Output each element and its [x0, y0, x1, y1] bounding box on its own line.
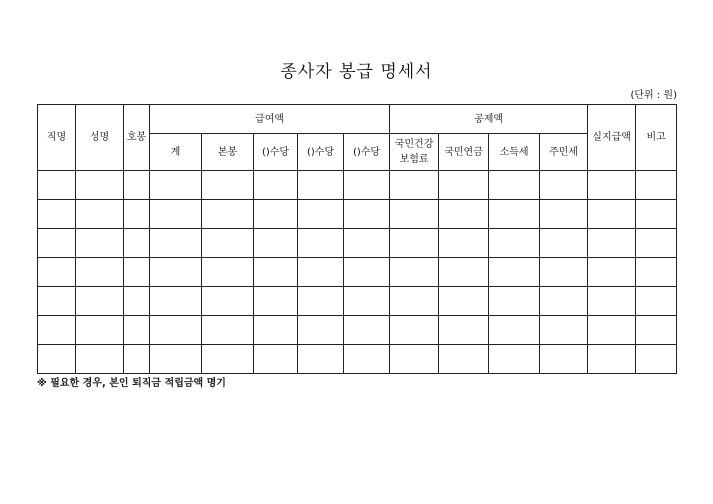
header-allowance-3: ()수당 [344, 134, 390, 171]
footnote: ※ 필요한 경우, 본인 퇴직금 적립금액 명기 [37, 378, 226, 389]
table-cell[interactable] [489, 345, 540, 374]
table-cell[interactable] [124, 287, 150, 316]
header-pay-group: 급여액 [150, 105, 390, 134]
table-cell[interactable] [202, 229, 254, 258]
table-cell[interactable] [540, 345, 588, 374]
table-cell[interactable] [254, 229, 298, 258]
table-cell[interactable] [38, 258, 76, 287]
table-cell[interactable] [390, 200, 439, 229]
table-cell[interactable] [124, 345, 150, 374]
table-cell[interactable] [489, 287, 540, 316]
table-cell[interactable] [202, 287, 254, 316]
table-cell[interactable] [636, 316, 677, 345]
table-cell[interactable] [298, 316, 344, 345]
table-cell[interactable] [38, 287, 76, 316]
table-cell[interactable] [344, 258, 390, 287]
table-cell[interactable] [439, 258, 489, 287]
table-cell[interactable] [439, 345, 489, 374]
table-cell[interactable] [254, 316, 298, 345]
table-cell[interactable] [588, 229, 636, 258]
table-cell[interactable] [298, 287, 344, 316]
header-net-pay: 실지급액 [588, 105, 636, 171]
table-cell[interactable] [202, 200, 254, 229]
table-row [38, 287, 677, 316]
table-cell[interactable] [439, 200, 489, 229]
table-cell[interactable] [298, 345, 344, 374]
table-cell[interactable] [38, 200, 76, 229]
table-cell[interactable] [636, 200, 677, 229]
table-cell[interactable] [150, 316, 202, 345]
table-cell[interactable] [540, 258, 588, 287]
table-cell[interactable] [489, 171, 540, 200]
table-cell[interactable] [636, 229, 677, 258]
table-body [38, 171, 677, 374]
table-cell[interactable] [298, 200, 344, 229]
header-income-tax: 소득세 [489, 134, 540, 171]
table-cell[interactable] [588, 345, 636, 374]
table-cell[interactable] [588, 316, 636, 345]
salary-table [37, 104, 677, 374]
table-cell[interactable] [76, 200, 124, 229]
table-cell[interactable] [390, 258, 439, 287]
table-cell[interactable] [298, 229, 344, 258]
table-cell[interactable] [636, 345, 677, 374]
table-cell[interactable] [150, 345, 202, 374]
table-cell[interactable] [344, 316, 390, 345]
table-cell[interactable] [489, 229, 540, 258]
header-rank: 직명 [38, 105, 76, 171]
table-row [38, 171, 677, 200]
table-cell[interactable] [202, 171, 254, 200]
table-cell[interactable] [124, 258, 150, 287]
table-cell[interactable] [540, 316, 588, 345]
table-cell[interactable] [124, 229, 150, 258]
table-cell[interactable] [202, 258, 254, 287]
table-cell[interactable] [150, 200, 202, 229]
table-cell[interactable] [254, 171, 298, 200]
table-cell[interactable] [439, 171, 489, 200]
table-cell[interactable] [344, 345, 390, 374]
table-cell[interactable] [254, 287, 298, 316]
table-cell[interactable] [390, 345, 439, 374]
table-cell[interactable] [636, 287, 677, 316]
header-health-insurance [390, 134, 439, 171]
table-cell[interactable] [38, 229, 76, 258]
table-cell[interactable] [344, 171, 390, 200]
table-cell[interactable] [150, 171, 202, 200]
header-deduct-group: 공제액 [390, 105, 588, 134]
header-pay-total: 계 [150, 134, 202, 171]
table-row [38, 229, 677, 258]
header-base-pay: 본봉 [202, 134, 254, 171]
page-title: 종사자 봉급 명세서 [280, 62, 433, 82]
table-row [38, 258, 677, 287]
table-row [38, 345, 677, 374]
table-cell[interactable] [298, 171, 344, 200]
table-cell[interactable] [124, 200, 150, 229]
header-allowance-2: ()수당 [298, 134, 344, 171]
table-cell[interactable] [489, 200, 540, 229]
table-cell[interactable] [636, 258, 677, 287]
table-cell[interactable] [76, 316, 124, 345]
table-cell[interactable] [38, 345, 76, 374]
table-cell[interactable] [76, 171, 124, 200]
table-cell[interactable] [390, 229, 439, 258]
header-health-line2: 보험료 [399, 154, 429, 165]
header-resident-tax: 주민세 [540, 134, 588, 171]
header-name: 성명 [76, 105, 124, 171]
table-cell[interactable] [254, 258, 298, 287]
table-cell[interactable] [76, 258, 124, 287]
table-cell[interactable] [202, 316, 254, 345]
table-cell[interactable] [76, 229, 124, 258]
table-cell[interactable] [38, 171, 76, 200]
header-grade: 호봉 [124, 105, 150, 171]
table-cell[interactable] [439, 229, 489, 258]
table-cell[interactable] [636, 171, 677, 200]
table-cell[interactable] [124, 316, 150, 345]
table-cell[interactable] [439, 316, 489, 345]
table-row [38, 200, 677, 229]
table-cell[interactable] [489, 258, 540, 287]
table-cell[interactable] [390, 287, 439, 316]
table-cell[interactable] [124, 171, 150, 200]
table-cell[interactable] [439, 287, 489, 316]
table-cell[interactable] [150, 229, 202, 258]
header-remarks: 비고 [636, 105, 677, 171]
table-cell[interactable] [344, 287, 390, 316]
table-cell[interactable] [390, 316, 439, 345]
table-cell[interactable] [588, 258, 636, 287]
header-health-line1: 국민건강 [394, 139, 434, 150]
header-pension: 국민연금 [439, 134, 489, 171]
header-row-1 [38, 105, 677, 134]
table-cell[interactable] [588, 200, 636, 229]
table-cell[interactable] [540, 287, 588, 316]
table-cell[interactable] [344, 200, 390, 229]
table-cell[interactable] [150, 287, 202, 316]
table-cell[interactable] [254, 200, 298, 229]
table-cell[interactable] [489, 316, 540, 345]
table-cell[interactable] [150, 258, 202, 287]
table-cell[interactable] [38, 316, 76, 345]
table-cell[interactable] [540, 200, 588, 229]
table-cell[interactable] [540, 171, 588, 200]
unit-label: (단위 : 원) [630, 90, 677, 101]
header-allowance-1: ()수당 [254, 134, 298, 171]
table-cell[interactable] [588, 287, 636, 316]
table-cell[interactable] [254, 345, 298, 374]
table-cell[interactable] [298, 258, 344, 287]
table-cell[interactable] [202, 345, 254, 374]
table-cell[interactable] [588, 171, 636, 200]
table-cell[interactable] [540, 229, 588, 258]
table-row [38, 316, 677, 345]
table-cell[interactable] [76, 287, 124, 316]
table-cell[interactable] [76, 345, 124, 374]
table-cell[interactable] [344, 229, 390, 258]
table-cell[interactable] [390, 171, 439, 200]
